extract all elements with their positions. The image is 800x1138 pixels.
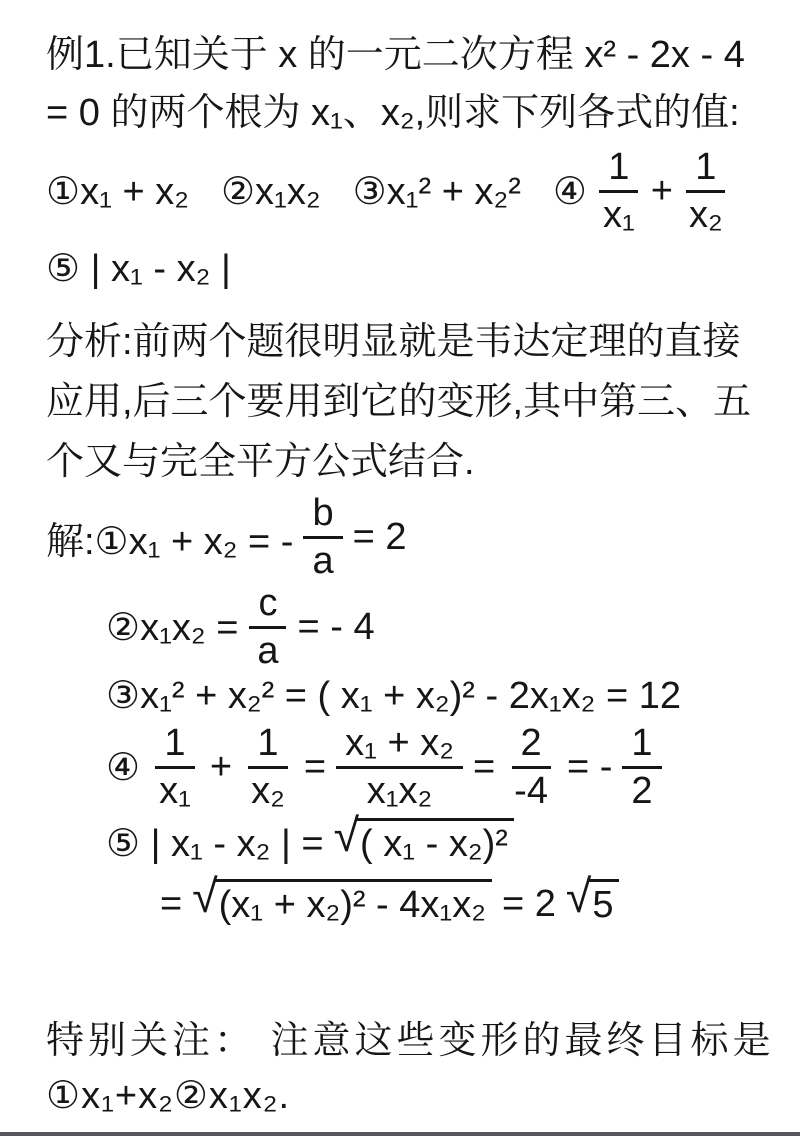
analysis-line-3: 个又与完全平方公式结合. [46, 441, 475, 483]
radical-sign: √ [192, 870, 218, 923]
fraction-1-over-2: $\frac{1}{2}$ [622, 722, 661, 812]
square-root-expression: √ (x₁ + x₂)² - 4x₁x₂ [192, 879, 492, 929]
fraction-c-over-a: $\frac{c}{a}$ [248, 582, 287, 672]
problem-line-2: = 0 的两个根为 x₁、x₂,则求下列各式的值: [46, 92, 740, 134]
square-root-expression: √ ( x₁ - x₂)² [334, 818, 514, 868]
equals-operator: = [303, 745, 327, 788]
analysis-line-2: 应用,后三个要用到它的变形,其中第三、五 [46, 381, 752, 423]
solution-step-5-continued [46, 872, 764, 936]
solution-step-5 [46, 809, 764, 872]
solution-step-4-label: ④ [106, 746, 141, 789]
fraction-sum-over-product: $\frac{\text{x₁ + x₂}}{\text{x₁x₂}}$ [336, 722, 463, 812]
fraction-1-over-x2: $\frac{1}{\text{x₂}}$ [242, 722, 294, 812]
solution-step-1-result: = 2 [352, 515, 407, 558]
radical-sign: √ [333, 809, 360, 862]
problem-item-2: ②x₁x₂ [220, 170, 321, 213]
problem-item-3: ③x₁² + x₂² [352, 170, 521, 213]
problem-item-4-label: ④ [552, 170, 587, 213]
note-line-2: ①x₁+x₂②x₁x₂. [46, 1075, 291, 1118]
problem-line-1: 例1.已知关于 x 的一元二次方程 x² - 2x - 4 [46, 34, 745, 76]
equals-operator: = [160, 882, 183, 925]
fraction-2-over-neg4: $\frac{2}{-4}$ [505, 722, 557, 812]
solution-step-3-equation: ③x₁² + x₂² = ( x₁ + x₂)² - 2x₁x₂ = 12 [106, 675, 682, 718]
note-line-1: 特别关注： 注意这些变形的最终目标是 [46, 1020, 775, 1063]
solution-step-1 [46, 492, 764, 582]
solution-step-2-result: = - 4 [297, 605, 375, 648]
solution-step-4 [46, 720, 764, 814]
solution-step-5-result: = 2 [501, 882, 556, 925]
solution-step-1-lhs: 解:①x₁ + x₂ = - [46, 520, 294, 563]
problem-item-4 [553, 146, 732, 236]
plus-operator: + [650, 169, 673, 212]
solution-step-2-lhs: ②x₁x₂ = [106, 606, 239, 649]
solution-step-5-lhs: ⑤ | x₁ - x₂ | = [106, 822, 324, 865]
analysis-line-1: 分析:前两个题很明显就是韦达定理的直接 [46, 321, 741, 363]
plus-operator: + [209, 745, 233, 788]
solution-step-2 [46, 582, 764, 672]
analysis-paragraph [46, 312, 764, 492]
fraction-1-over-x1: $\frac{1}{\text{x₁}}$ [150, 722, 200, 812]
square-root-5: √ 5 [566, 879, 620, 929]
radical-sign: √ [565, 870, 592, 923]
equals-minus-operator: = - [566, 745, 613, 788]
problem-item-5: ⑤ | x₁ - x₂ | [46, 248, 231, 290]
fraction-b-over-a: $\frac{b}{a}$ [303, 492, 342, 582]
fraction-1-over-x2: $\frac{1}{\text{x₂}}$ [680, 146, 732, 236]
solution-step-3 [46, 672, 764, 720]
fraction-1-over-x1: $\frac{1}{\text{x₁}}$ [594, 146, 644, 236]
equals-operator: = [472, 745, 496, 788]
problem-item-1: ①x₁ + x₂ [46, 170, 189, 213]
bottom-border-bar [0, 1132, 800, 1136]
problem-items-row [46, 142, 764, 240]
